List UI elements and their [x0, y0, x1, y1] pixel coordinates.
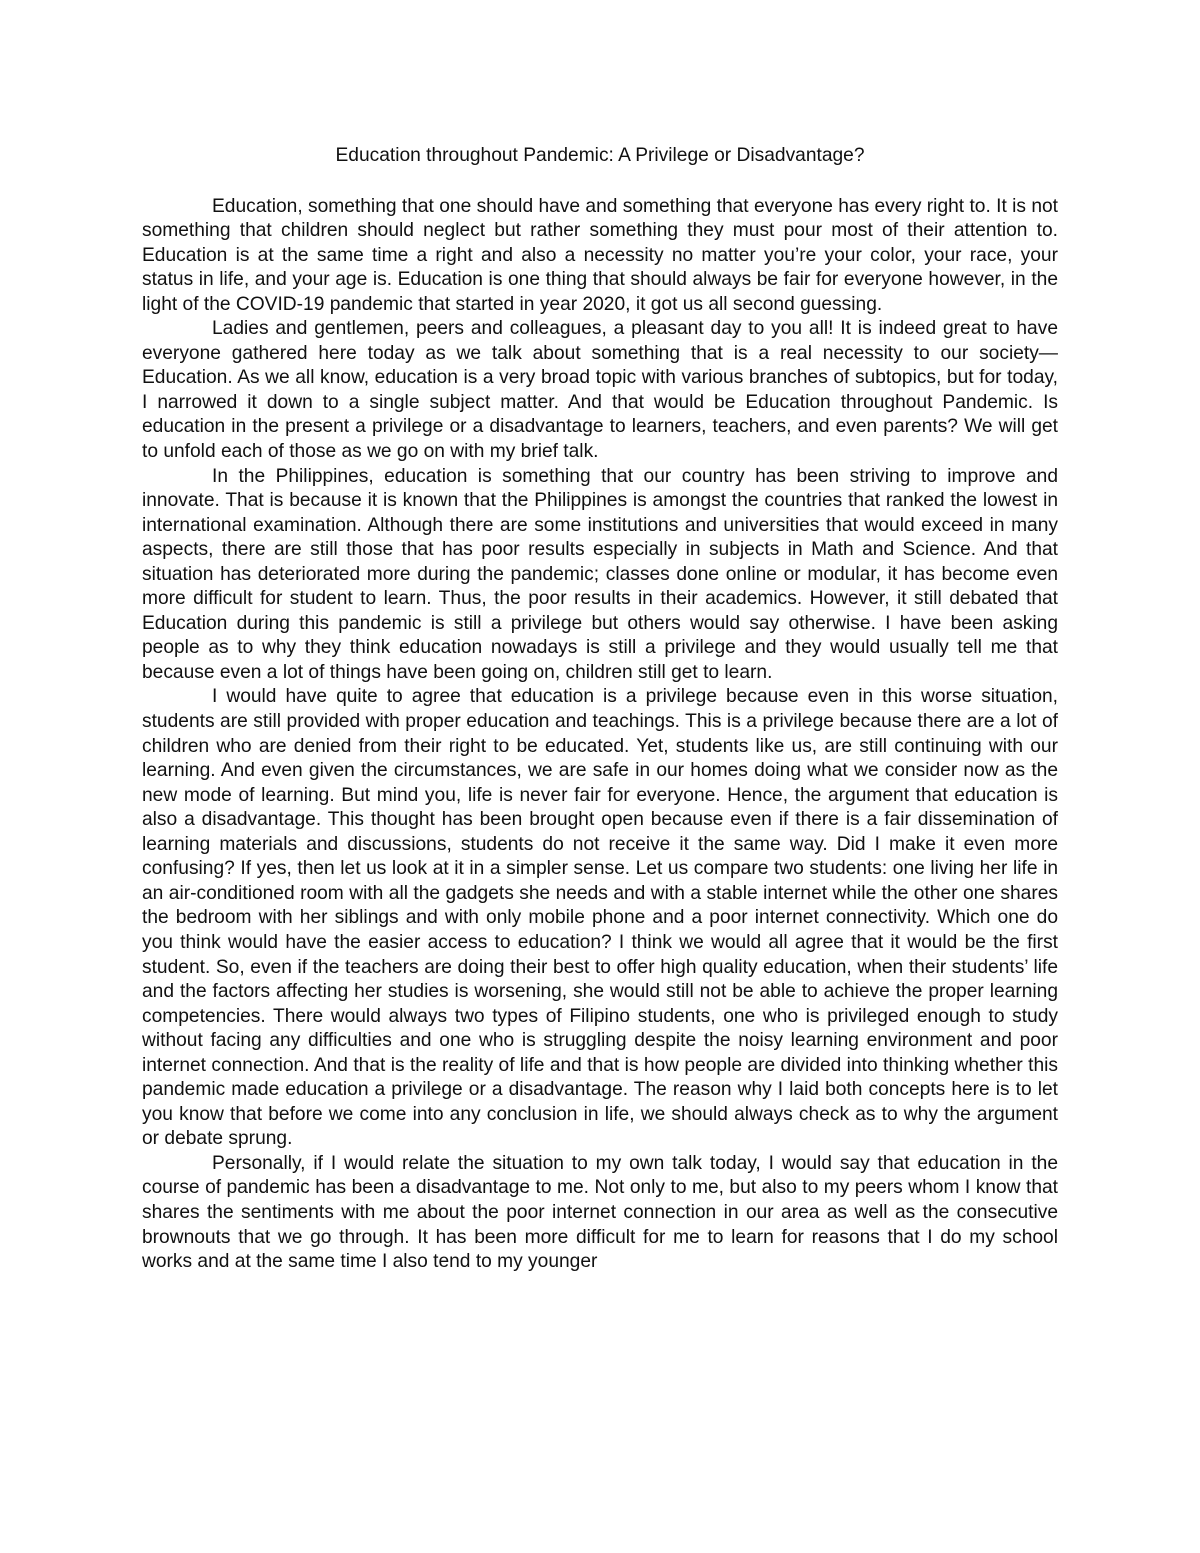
document-page — [142, 144, 1058, 1275]
paragraph-privilege-argument: I would have quite to agree that education is a privilege because even in this worse situation, students are still provided with proper education and teachings. This is a privilege because there are a lot of children who are denied from their right to be educated. Yet, students like us, are still continuing with our learning. And even given the circumstances, we are safe in our homes doing what we consider now as the new mode of learning. But mind you, life is never fair for everyone. Hence, the argument that education is also a disadvantage. This thought has been brought open because even if there is a fair dissemination of learning materials and discussions, students do not receive it the same way. Did I make it even more confusing? If yes, then let us look at it in a simpler sense. Let us compare two students: one living her life in an air-conditioned room with all the gadgets she needs and with a stable internet while the other one shares the bedroom with her siblings and with only mobile phone and a poor internet connectivity. Which one do you think would have the easier access to education? I think we would all agree that it would be the first student. So, even if the teachers are doing their best to offer high quality education, when their students’ life and the factors affecting her studies is worsening, she would still not be able to achieve the proper learning competencies. There would always two types of Filipino students, one who is privileged enough to study without facing any difficulties and one who is struggling despite the noisy learning environment and poor internet connection. And that is the reality of life and that is how people are divided into thinking whether this pandemic made education a privilege or a disadvantage. The reason why I laid both concepts here is to let you know that before we come into any conclusion in life, we should always check as to why the argument or debate sprung. — [142, 686, 1058, 1150]
document-title: Education throughout Pandemic: A Privilege or Disadvantage? — [335, 145, 865, 166]
paragraph-philippines: In the Philippines, education is something that our country has been striving to improve and innovate. That is because it is known that the Philippines is amongst the countries that ranked the lowest in international examination. Although there are some institutions and universities that would exceed in many aspects, there are still those that has poor results especially in subjects in Math and Science. And that situation has deteriorated more during the pandemic; classes done online or modular, it has become even more difficult for student to learn. Thus, the poor results in their academics. However, it still debated that Education during this pandemic is still a privilege but others would say otherwise. I have been asking people as to why they think education nowadays is still a privilege and they would usually tell me that because even a lot of things have been going on, children still get to learn. — [142, 465, 1058, 683]
paragraph-personal: Personally, if I would relate the situation to my own talk today, I would say that education in the course of pandemic has been a disadvantage to me. Not only to me, but also to my peers whom I know that shares the sentiments with me about the poor internet connection in our area as well as the consecutive brownouts that we go through. It has been more difficult for me to learn for reasons that I do my school works and at the same time I also tend to my younger — [142, 1152, 1058, 1273]
paragraph-intro: Education, something that one should have and something that everyone has every right to. It is not something that children should neglect but rather something they must pour most of their attention to. Education is at the same time a right and also a necessity no matter you’re your color, your race, your status in life, and your age is. Education is one thing that should always be fair for everyone however, in the light of the COVID-19 pandemic that started in year 2020, it got us all second guessing. — [142, 195, 1058, 315]
paragraph-greeting: Ladies and gentlemen, peers and colleagues, a pleasant day to you all! It is indeed great to have everyone gathered here today as we talk about something that is a real necessity to our society—Education. As we all know, education is a very broad topic with various branches of subtopics, but for today, I narrowed it down to a single subject matter. And that would be Education throughout Pandemic. Is education in the present a privilege or a disadvantage to learners, teachers, and even parents? We will get to unfold each of those as we go on with my brief talk. — [142, 318, 1058, 463]
